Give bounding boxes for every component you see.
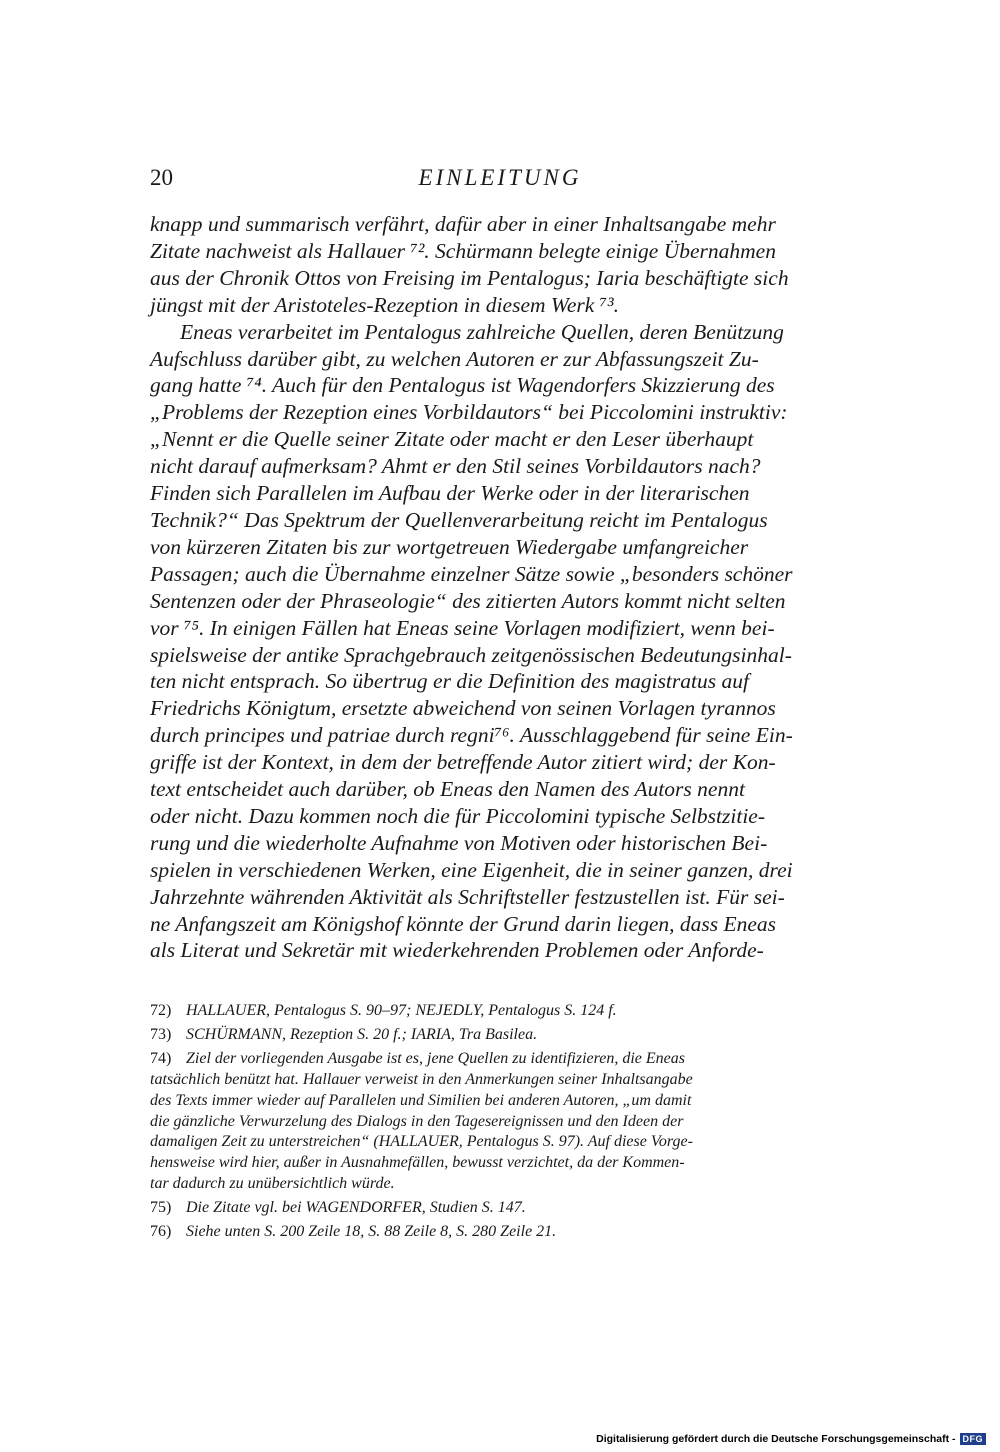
footnote-text <box>186 1222 806 1243</box>
footnote-text <box>186 1001 806 1022</box>
footnote-line: damaligen Zeit zu unterstreichen“ (HALLAUER, Pentalogus S. 97). Auf diese Vorge- <box>150 1133 693 1151</box>
footnote-line: tar dadurch zu unübersichtlich würde. <box>150 1175 395 1193</box>
footnote-line: tatsächlich benützt hat. Hallauer verweist in den Anmerkungen seiner Inhaltsangabe <box>150 1070 693 1088</box>
body-line: Eneas verarbeitet im Pentalogus zahlreiche Quellen, deren Benützung <box>180 319 784 344</box>
footnote-line: HALLAUER, Pentalogus S. 90–97; NEJEDLY, Pentalogus S. 124 f. <box>186 1002 617 1019</box>
footnote-number: 73) <box>150 1025 172 1043</box>
body-line: jüngst mit der Aristoteles-Rezeption in diesem Werk ⁷³. <box>150 292 619 317</box>
body-line: Finden sich Parallelen im Aufbau der Werke oder in der literarischen <box>150 481 750 506</box>
footnote <box>150 1222 806 1243</box>
body-line: nicht darauf aufmerksam? Ahmt er den Stil seines Vorbildautors nach? <box>150 454 761 479</box>
body-line: text entscheidet auch darüber, ob Eneas den Namen des Autors nennt <box>150 777 745 802</box>
footnote-text <box>186 1025 806 1046</box>
footnote <box>150 1198 806 1219</box>
body-line: als Literat und Sekretär mit wiederkehrenden Problemen oder Anforde- <box>150 938 764 963</box>
dfg-credit <box>596 1433 986 1445</box>
body-line: rung und die wiederholte Aufnahme von Motiven oder historischen Bei- <box>150 830 768 855</box>
body-line: von kürzeren Zitaten bis zur wortgetreuen Wiedergabe umfangreicher <box>150 534 749 559</box>
body-line: Zitate nachweist als Hallauer ⁷². Schürmann belegte einige Übernahmen <box>150 238 776 263</box>
credit-text: Digitalisierung gefördert durch die Deutsche Forschungsgemeinschaft - <box>596 1433 956 1445</box>
footnote-line: die gänzliche Verwurzelung des Dialogs in den Tagesereignissen und den Ideen der <box>150 1112 684 1130</box>
footnote-number: 72) <box>150 1002 172 1019</box>
body-line: „Nennt er die Quelle seiner Zitate oder macht er den Leser überhaupt <box>150 427 754 452</box>
running-title: EINLEITUNG <box>418 165 582 190</box>
footnote-line: des Texts immer wieder auf Parallelen und Similien bei anderen Autoren, „um damit <box>150 1091 692 1109</box>
body-line: oder nicht. Dazu kommen noch die für Piccolomini typische Selbstzitie- <box>150 803 766 828</box>
footnote <box>150 1001 806 1022</box>
body-line: griffe ist der Kontext, in dem der betreffende Autor zitiert wird; der Kon- <box>150 750 776 775</box>
body-line: „Problems der Rezeption eines Vorbildautors“ bei Piccolomini instruktiv: <box>150 400 788 425</box>
body-line: Aufschluss darüber gibt, zu welchen Autoren er zur Abfassungszeit Zu- <box>150 346 759 371</box>
body-line: Jahrzehnte währenden Aktivität als Schriftsteller festzustellen ist. Für sei- <box>150 884 785 909</box>
footnote-line: Siehe unten S. 200 Zeile 18, S. 88 Zeile 8, S. 280 Zeile 21. <box>186 1223 557 1241</box>
footnote-number: 74) <box>150 1049 172 1067</box>
body-line: Friedrichs Königtum, ersetzte abweichend von seinen Vorlagen tyrannos <box>150 696 776 721</box>
body-line: ne Anfangszeit am Königshof könnte der Grund darin liegen, dass Eneas <box>150 911 777 936</box>
body-line: spielsweise der antike Sprachgebrauch zeitgenössischen Bedeutungsinhal- <box>150 642 792 667</box>
body-line: durch principes und patriae durch regni⁷⁶. Ausschlaggebend für seine Ein- <box>150 723 793 748</box>
footnote-number: 76) <box>150 1223 172 1241</box>
body-line: Sentenzen oder der Phraseologie“ des zitierten Autors kommt nicht selten <box>150 588 786 613</box>
body-text <box>150 211 806 964</box>
footnote-line: hensweise wird hier, außer in Ausnahmefällen, bewusst verzichtet, da der Kommen- <box>150 1154 685 1172</box>
body-line: gang hatte ⁷⁴. Auch für den Pentalogus ist Wagendorfers Skizzierung des <box>150 373 775 398</box>
body-line: Technik?“ Das Spektrum der Quellenverarbeitung reicht im Pentalogus <box>150 507 768 532</box>
footnote-number: 75) <box>150 1199 172 1217</box>
body-line: knapp und summarisch verfährt, dafür aber in einer Inhaltsangabe mehr <box>150 212 776 236</box>
body-line: ten nicht entsprach. So übertrug er die Definition des magistratus auf <box>150 669 749 694</box>
footnote <box>150 1049 806 1195</box>
body-line: aus der Chronik Ottos von Freising im Pentalogus; Iaria beschäftigte sich <box>150 265 789 290</box>
dfg-logo-icon: DFG <box>960 1433 987 1445</box>
body-line: Passagen; auch die Übernahme einzelner Sätze sowie „besonders schöner <box>150 561 793 586</box>
footnote-line: Ziel der vorliegenden Ausgabe ist es, jene Quellen zu identifizieren, die Eneas <box>186 1049 686 1067</box>
footnote-text <box>186 1198 806 1219</box>
body-line: spielen in verschiedenen Werken, eine Eigenheit, die in seiner ganzen, drei <box>150 857 793 882</box>
page-number: 20 <box>150 165 173 190</box>
footnote-line: Die Zitate vgl. bei WAGENDORFER, Studien S. 147. <box>186 1199 526 1217</box>
footnotes <box>150 1001 806 1243</box>
footnote <box>150 1025 806 1046</box>
body-line: vor ⁷⁵. In einigen Fällen hat Eneas seine Vorlagen modifiziert, wenn bei- <box>150 615 775 640</box>
footnote-line: SCHÜRMANN, Rezeption S. 20 f.; IARIA, Tra Basilea. <box>186 1025 538 1043</box>
